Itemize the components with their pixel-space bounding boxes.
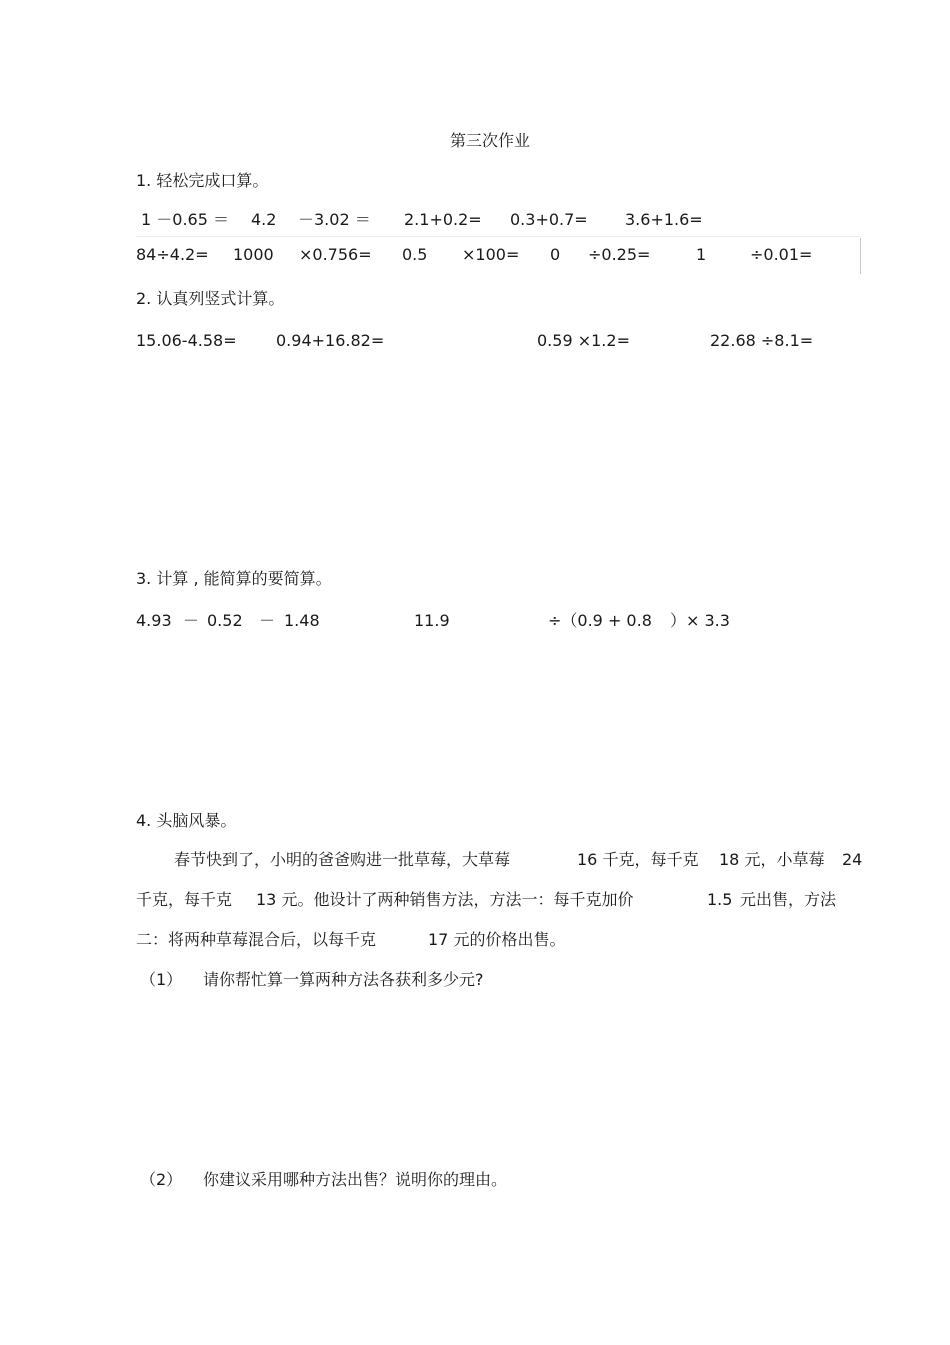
q1-r1-item: 4.2 xyxy=(251,210,277,229)
q1-r2-item: 84÷4.2= xyxy=(136,245,209,264)
q1-r2-item: 0.5 xyxy=(402,245,428,264)
q2-item: 0.59 ×1.2= xyxy=(537,331,630,350)
q1-r1-item: －3.02 ＝ xyxy=(298,210,371,229)
q4-sub1-text: 请你帮忙算一算两种方法各获利多少元? xyxy=(203,970,484,989)
q3-item: 1.48 xyxy=(284,611,320,630)
q4-para-text: 元出售，方法 xyxy=(740,890,837,909)
q3-heading: 3. 计算 , 能简算的要简算。 xyxy=(136,569,332,588)
q4-heading: 4. 头脑风暴。 xyxy=(136,811,237,830)
q4-para-text: 16 千克，每千克 xyxy=(577,850,699,869)
q1-heading: 1. 轻松完成口算。 xyxy=(136,171,269,190)
q1-r2-item: 1 xyxy=(696,245,707,264)
q4-para-text: 13 元。他设计了两种销售方法，方法一：每千克加价 xyxy=(256,890,634,909)
q3-item: 11.9 xyxy=(414,611,450,630)
q4-sub2-text: 你建议采用哪种方法出售？说明你的理由。 xyxy=(203,1170,508,1189)
q4-sub1-number: （1） xyxy=(140,970,183,989)
q1-r1-item: 0.3+0.7= xyxy=(510,210,588,229)
q4-para-text: 24 xyxy=(842,850,863,869)
page-title: 第三次作业 xyxy=(450,131,531,150)
q3-item: ）× 3.3 xyxy=(670,611,730,630)
q1-r2-item: ÷0.25= xyxy=(588,245,651,264)
row-divider xyxy=(136,236,861,237)
q2-item: 22.68 ÷8.1= xyxy=(710,331,814,350)
row-edge-line xyxy=(860,238,861,274)
q3-item: 0.52 xyxy=(207,611,243,630)
q1-r1-item: 3.6+1.6= xyxy=(625,210,703,229)
q4-para-text: 17 元的价格出售。 xyxy=(428,930,566,949)
q1-r2-item: 0 xyxy=(550,245,561,264)
q3-item: － xyxy=(183,611,200,630)
q3-item: 4.93 xyxy=(136,611,172,630)
q1-r1-item: 1 －0.65 ＝ xyxy=(141,210,229,229)
q1-r2-item: ×100= xyxy=(462,245,520,264)
q1-r2-item: 1000 xyxy=(233,245,274,264)
q3-item: ÷（0.9 + 0.8 xyxy=(548,611,652,630)
q1-r1-item: 2.1+0.2= xyxy=(404,210,482,229)
q4-para-text: 千克，每千克 xyxy=(136,890,233,909)
q4-sub2-number: （2） xyxy=(140,1170,183,1189)
q1-r2-item: ÷0.01= xyxy=(750,245,813,264)
q2-item: 0.94+16.82= xyxy=(276,331,385,350)
q4-para-text: 二：将两种草莓混合后，以每千克 xyxy=(136,930,377,949)
q2-heading: 2. 认真列竖式计算。 xyxy=(136,289,285,308)
q4-para-text: 1.5 xyxy=(707,890,733,909)
q4-para-text: 18 元，小草莓 xyxy=(719,850,825,869)
q4-para-text: 春节快到了，小明的爸爸购进一批草莓，大草莓 xyxy=(174,850,511,869)
q3-item: － xyxy=(259,611,276,630)
q1-r2-item: ×0.756= xyxy=(299,245,372,264)
q2-item: 15.06-4.58= xyxy=(136,331,237,350)
